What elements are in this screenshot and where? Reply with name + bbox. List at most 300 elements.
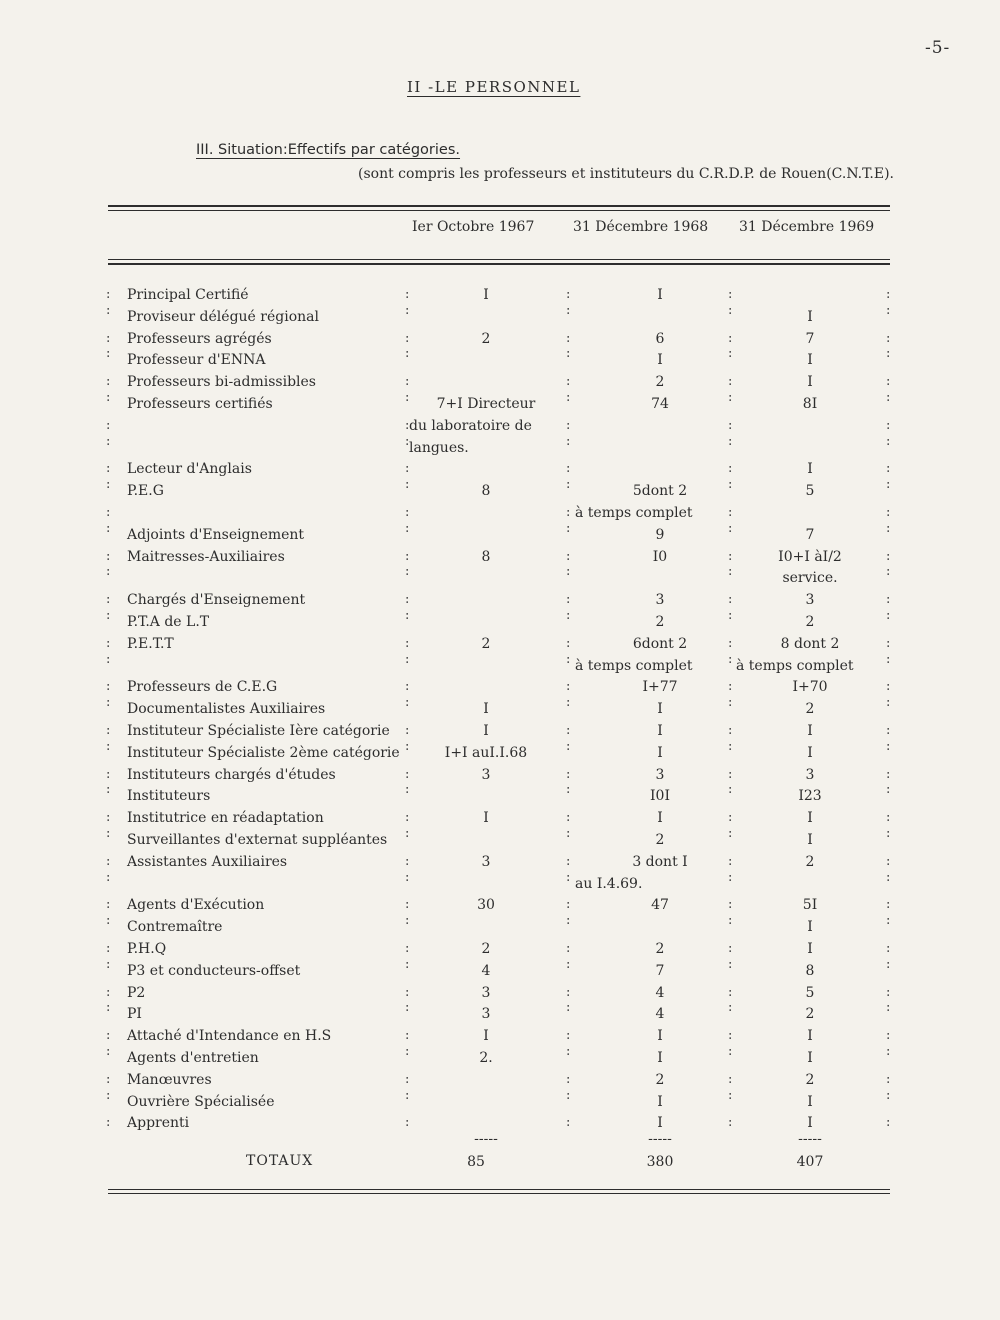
totals-1967: 85 (467, 1154, 485, 1170)
table-rule-header (108, 259, 890, 260)
column-separator: : (566, 985, 571, 1000)
column-separator: : (728, 1088, 733, 1103)
column-separator: : (405, 303, 410, 318)
column-separator: : (106, 854, 111, 869)
column-separator: : (405, 1072, 410, 1087)
row-value-1969: 5 (805, 483, 815, 499)
column-separator: : (728, 695, 733, 710)
column-separator: : (405, 592, 410, 607)
row-value-1968: 7 (655, 963, 665, 979)
row-value-1969: 5I (802, 897, 818, 913)
column-separator: : (566, 608, 571, 623)
row-label: Chargés d'Enseignement (127, 592, 306, 608)
row-value-1968: 3 (655, 592, 665, 608)
column-separator: : (566, 461, 571, 476)
column-separator: : (106, 679, 111, 694)
column-separator: : (728, 870, 733, 885)
column-separator: : (106, 739, 111, 754)
row-value-1969: I (807, 352, 813, 368)
row-label: PI (127, 1006, 142, 1022)
column-separator: : (886, 418, 891, 433)
row-value-1967: 3 (481, 767, 491, 783)
table-subtitle-note: (sont compris les professeurs et instituteurs du C.R.D.P. de Rouen(C.N.T.E). (358, 166, 894, 182)
column-separator: : (566, 941, 571, 956)
row-value-1969: 5 (805, 985, 815, 1001)
row-value-1968: 3 (655, 767, 665, 783)
table-rule-bottom (108, 1189, 890, 1190)
row-value-1969: I (807, 941, 813, 957)
column-separator: : (886, 331, 891, 346)
column-separator: : (106, 434, 111, 449)
column-separator: : (405, 1028, 410, 1043)
row-label: P.H.Q (127, 941, 167, 957)
row-label: Agents d'Exécution (127, 897, 265, 913)
row-value-1967: langues. (409, 440, 469, 456)
row-value-1967: 2 (481, 636, 491, 652)
row-label: Professeurs bi-admissibles (127, 374, 316, 390)
column-separator: : (728, 1115, 733, 1130)
column-separator: : (405, 810, 410, 825)
row-value-1969: I (807, 309, 813, 325)
column-separator: : (405, 434, 410, 449)
column-separator: : (886, 461, 891, 476)
column-separator: : (106, 652, 111, 667)
column-separator: : (106, 374, 111, 389)
column-separator: : (566, 897, 571, 912)
column-separator: : (886, 897, 891, 912)
column-separator: : (886, 767, 891, 782)
row-label: P3 et conducteurs-offset (127, 963, 301, 979)
column-separator: : (566, 346, 571, 361)
column-separator: : (728, 897, 733, 912)
column-separator: : (566, 1088, 571, 1103)
row-value-1969: I+70 (792, 679, 828, 695)
column-separator: : (728, 652, 733, 667)
column-separator: : (728, 723, 733, 738)
row-value-1968: 6 (655, 331, 665, 347)
row-label: Contremaître (127, 919, 223, 935)
row-label: Institutrice en réadaptation (127, 810, 324, 826)
column-separator: : (886, 346, 891, 361)
column-separator: : (566, 549, 571, 564)
row-value-1968: 2 (655, 614, 665, 630)
row-value-1967: I (483, 810, 489, 826)
column-separator: : (106, 549, 111, 564)
table-rule-header (108, 263, 890, 265)
column-separator: : (728, 434, 733, 449)
column-separator: : (728, 477, 733, 492)
row-value-1968: à temps complet (575, 505, 693, 521)
column-separator: : (728, 767, 733, 782)
table-rule-top (108, 210, 890, 211)
column-separator: : (106, 287, 111, 302)
column-separator: : (405, 782, 410, 797)
column-separator: : (886, 564, 891, 579)
column-separator: : (405, 1044, 410, 1059)
column-separator: : (886, 913, 891, 928)
column-separator: : (106, 695, 111, 710)
row-value-1968: 74 (651, 396, 669, 412)
column-separator: : (728, 810, 733, 825)
row-value-1969: I (807, 1050, 813, 1066)
row-label: Instituteurs chargés d'études (127, 767, 336, 783)
row-value-1968: 4 (655, 985, 665, 1001)
column-separator: : (728, 1044, 733, 1059)
row-label: Maitresses-Auxiliaires (127, 549, 285, 565)
column-separator: : (106, 1115, 111, 1130)
row-value-1968: I (657, 723, 663, 739)
row-label: P.E.T.T (127, 636, 174, 652)
row-value-1969: I (807, 1115, 813, 1131)
column-separator: : (566, 1115, 571, 1130)
row-value-1968: I (657, 1050, 663, 1066)
column-separator: : (728, 957, 733, 972)
column-separator: : (106, 346, 111, 361)
table-rule-top (108, 205, 890, 207)
column-separator: : (566, 826, 571, 841)
column-separator: : (405, 695, 410, 710)
row-label: Manœuvres (127, 1072, 212, 1088)
row-value-1969: 2 (805, 701, 815, 717)
row-value-1967: 3 (481, 854, 491, 870)
row-label: Assistantes Auxiliaires (127, 854, 288, 870)
column-separator: : (886, 723, 891, 738)
row-value-1969: I (807, 810, 813, 826)
column-separator: : (728, 287, 733, 302)
row-label: P.E.G (127, 483, 164, 499)
row-label: Professeur d'ENNA (127, 352, 266, 368)
column-separator: : (566, 767, 571, 782)
column-separator: : (728, 505, 733, 520)
column-separator: : (405, 477, 410, 492)
column-separator: : (106, 477, 111, 492)
column-separator: : (566, 477, 571, 492)
row-value-1968: 5dont 2 (632, 483, 688, 499)
column-separator: : (886, 739, 891, 754)
column-separator: : (886, 854, 891, 869)
column-separator: : (566, 913, 571, 928)
column-separator: : (566, 870, 571, 885)
column-separator: : (106, 723, 111, 738)
column-separator: : (106, 810, 111, 825)
row-value-1969: I (807, 745, 813, 761)
row-label: Documentalistes Auxiliaires (127, 701, 326, 717)
column-separator: : (728, 782, 733, 797)
row-value-1969: I (807, 723, 813, 739)
column-separator: : (728, 1028, 733, 1043)
column-separator: : (566, 1028, 571, 1043)
column-separator: : (728, 1000, 733, 1015)
column-separator: : (405, 374, 410, 389)
column-separator: : (405, 957, 410, 972)
column-separator: : (405, 418, 410, 433)
row-value-1967: 7+I Directeur (436, 396, 536, 412)
row-value-1968: I (657, 1115, 663, 1131)
column-separator: : (728, 521, 733, 536)
row-value-1968: I (657, 1028, 663, 1044)
column-separator: : (405, 739, 410, 754)
column-separator: : (728, 346, 733, 361)
column-separator: : (106, 826, 111, 841)
column-separator: : (886, 477, 891, 492)
column-separator: : (886, 826, 891, 841)
column-separator: : (886, 810, 891, 825)
column-separator: : (566, 434, 571, 449)
column-separator: : (886, 985, 891, 1000)
row-label: P.T.A de L.T (127, 614, 210, 630)
row-value-1967: 2 (481, 331, 491, 347)
row-value-1969: 7 (805, 527, 815, 543)
row-value-1968: I (657, 1094, 663, 1110)
column-separator: : (405, 287, 410, 302)
row-value-1967: 3 (481, 1006, 491, 1022)
column-separator: : (566, 1072, 571, 1087)
row-value-1969: 8I (802, 396, 818, 412)
row-value-1967: I (483, 701, 489, 717)
column-separator: : (405, 870, 410, 885)
column-separator: : (405, 564, 410, 579)
column-separator: : (886, 652, 891, 667)
column-separator: : (886, 521, 891, 536)
column-separator: : (566, 521, 571, 536)
column-separator: : (106, 957, 111, 972)
section-title: II -LE PERSONNEL (407, 78, 581, 96)
column-separator: : (405, 331, 410, 346)
totals-1968: 380 (646, 1154, 674, 1170)
totals-label: TOTAUX (246, 1153, 314, 1169)
column-separator: : (405, 913, 410, 928)
column-separator: : (106, 913, 111, 928)
column-separator: : (728, 303, 733, 318)
column-separator: : (106, 592, 111, 607)
column-separator: : (566, 592, 571, 607)
row-label: Professeurs de C.E.G (127, 679, 278, 695)
column-separator: : (886, 957, 891, 972)
row-label: Adjoints d'Enseignement (127, 527, 305, 543)
row-value-1968: 3 dont I (632, 854, 688, 870)
row-label: Professeurs certifiés (127, 396, 273, 412)
row-value-1969: I (807, 374, 813, 390)
row-value-1967: I (483, 1028, 489, 1044)
column-separator: : (566, 810, 571, 825)
column-separator: : (106, 636, 111, 651)
column-separator: : (106, 390, 111, 405)
row-value-1967: I (483, 287, 489, 303)
column-header-1967: Ier Octobre 1967 (412, 219, 535, 235)
row-value-1969: 2 (805, 614, 815, 630)
column-separator: : (886, 608, 891, 623)
row-value-1968: I0 (652, 549, 668, 565)
table-rule-bottom (108, 1193, 890, 1194)
column-separator: : (405, 608, 410, 623)
column-separator: : (566, 303, 571, 318)
column-separator: : (566, 374, 571, 389)
column-separator: : (728, 608, 733, 623)
row-value-1967: 30 (477, 897, 495, 913)
row-value-1969: 2 (805, 1072, 815, 1088)
column-separator: : (106, 303, 111, 318)
row-value-1968: I (657, 352, 663, 368)
column-separator: : (728, 418, 733, 433)
column-separator: : (106, 1072, 111, 1087)
column-separator: : (886, 1044, 891, 1059)
column-separator: : (106, 505, 111, 520)
column-separator: : (886, 434, 891, 449)
row-value-1969: 7 (805, 331, 815, 347)
row-value-1969: I (807, 832, 813, 848)
column-separator: : (405, 549, 410, 564)
column-separator: : (566, 564, 571, 579)
column-separator: : (886, 592, 891, 607)
column-separator: : (886, 695, 891, 710)
column-separator: : (566, 652, 571, 667)
column-separator: : (405, 897, 410, 912)
column-separator: : (405, 767, 410, 782)
row-value-1968: I (657, 287, 663, 303)
totals-dashes: ----- (648, 1131, 672, 1147)
row-value-1967: 2 (481, 941, 491, 957)
row-value-1968: I+77 (642, 679, 678, 695)
column-separator: : (405, 505, 410, 520)
column-separator: : (106, 870, 111, 885)
row-value-1969: I0+I àI/2 (778, 549, 842, 565)
row-value-1968: 47 (651, 897, 669, 913)
row-value-1967: 3 (481, 985, 491, 1001)
column-separator: : (106, 941, 111, 956)
column-separator: : (886, 870, 891, 885)
row-value-1968: I0I (650, 788, 670, 804)
column-separator: : (728, 913, 733, 928)
row-value-1969: 2 (805, 1006, 815, 1022)
column-separator: : (405, 941, 410, 956)
column-separator: : (405, 346, 410, 361)
column-separator: : (566, 505, 571, 520)
column-separator: : (886, 941, 891, 956)
column-separator: : (728, 679, 733, 694)
column-separator: : (886, 374, 891, 389)
column-separator: : (886, 1088, 891, 1103)
column-separator: : (728, 739, 733, 754)
row-value-1967: 8 (481, 483, 491, 499)
column-header-1969: 31 Décembre 1969 (739, 219, 875, 235)
column-separator: : (728, 549, 733, 564)
column-separator: : (405, 1115, 410, 1130)
row-label: Instituteurs (127, 788, 211, 804)
row-value-1968: I (657, 701, 663, 717)
row-value-1968: 6dont 2 (632, 636, 688, 652)
column-separator: : (566, 1000, 571, 1015)
column-separator: : (405, 1088, 410, 1103)
column-separator: : (106, 1028, 111, 1043)
row-label: Proviseur délégué régional (127, 309, 319, 325)
row-value-1969: à temps complet (736, 658, 854, 674)
column-separator: : (728, 374, 733, 389)
column-separator: : (566, 418, 571, 433)
table-subtitle: III. Situation:Effectifs par catégories. (196, 142, 461, 158)
row-value-1969: 2 (805, 854, 815, 870)
column-separator: : (886, 303, 891, 318)
column-separator: : (728, 592, 733, 607)
column-separator: : (106, 608, 111, 623)
row-value-1967: du laboratoire de (409, 418, 532, 434)
column-separator: : (566, 854, 571, 869)
row-value-1968: I (657, 745, 663, 761)
column-separator: : (405, 985, 410, 1000)
column-separator: : (728, 985, 733, 1000)
row-value-1968: 4 (655, 1006, 665, 1022)
row-value-1967: 8 (481, 549, 491, 565)
column-separator: : (106, 897, 111, 912)
column-separator: : (566, 390, 571, 405)
column-separator: : (566, 782, 571, 797)
column-separator: : (106, 331, 111, 346)
column-separator: : (106, 985, 111, 1000)
column-separator: : (728, 331, 733, 346)
column-separator: : (886, 505, 891, 520)
column-separator: : (886, 679, 891, 694)
row-value-1969: service. (782, 570, 838, 586)
row-value-1967: 2. (479, 1050, 493, 1066)
row-value-1969: I (807, 919, 813, 935)
row-label: Instituteur Spécialiste Ière catégorie (127, 723, 390, 739)
row-value-1969: I (807, 461, 813, 477)
column-separator: : (728, 461, 733, 476)
column-separator: : (886, 287, 891, 302)
row-value-1968: 2 (655, 941, 665, 957)
row-value-1969: 8 dont 2 (780, 636, 840, 652)
column-separator: : (405, 679, 410, 694)
column-separator: : (886, 1000, 891, 1015)
column-separator: : (566, 739, 571, 754)
row-value-1968: 2 (655, 832, 665, 848)
column-separator: : (886, 1115, 891, 1130)
column-separator: : (728, 636, 733, 651)
row-value-1969: 3 (805, 592, 815, 608)
column-separator: : (405, 854, 410, 869)
column-separator: : (566, 695, 571, 710)
column-separator: : (886, 549, 891, 564)
row-value-1968: 2 (655, 1072, 665, 1088)
column-separator: : (566, 723, 571, 738)
column-separator: : (728, 390, 733, 405)
row-value-1967: 4 (481, 963, 491, 979)
row-label: Attaché d'Intendance en H.S (127, 1028, 332, 1044)
column-header-1968: 31 Décembre 1968 (573, 219, 709, 235)
column-separator: : (728, 941, 733, 956)
column-separator: : (566, 331, 571, 346)
column-separator: : (886, 782, 891, 797)
row-label: Agents d'entretien (127, 1050, 259, 1066)
totals-1969: 407 (796, 1154, 824, 1170)
row-label: Instituteur Spécialiste 2ème catégorie (127, 745, 400, 761)
column-separator: : (405, 1000, 410, 1015)
row-value-1968: 2 (655, 374, 665, 390)
row-label: P2 (127, 985, 146, 1001)
column-separator: : (106, 1044, 111, 1059)
column-separator: : (728, 854, 733, 869)
column-separator: : (106, 461, 111, 476)
row-value-1969: 8 (805, 963, 815, 979)
column-separator: : (566, 1044, 571, 1059)
row-value-1967: I (483, 723, 489, 739)
column-separator: : (106, 767, 111, 782)
column-separator: : (405, 636, 410, 651)
column-separator: : (106, 564, 111, 579)
column-separator: : (566, 287, 571, 302)
row-value-1969: 3 (805, 767, 815, 783)
row-value-1968: I (657, 810, 663, 826)
row-label: Apprenti (127, 1115, 190, 1131)
